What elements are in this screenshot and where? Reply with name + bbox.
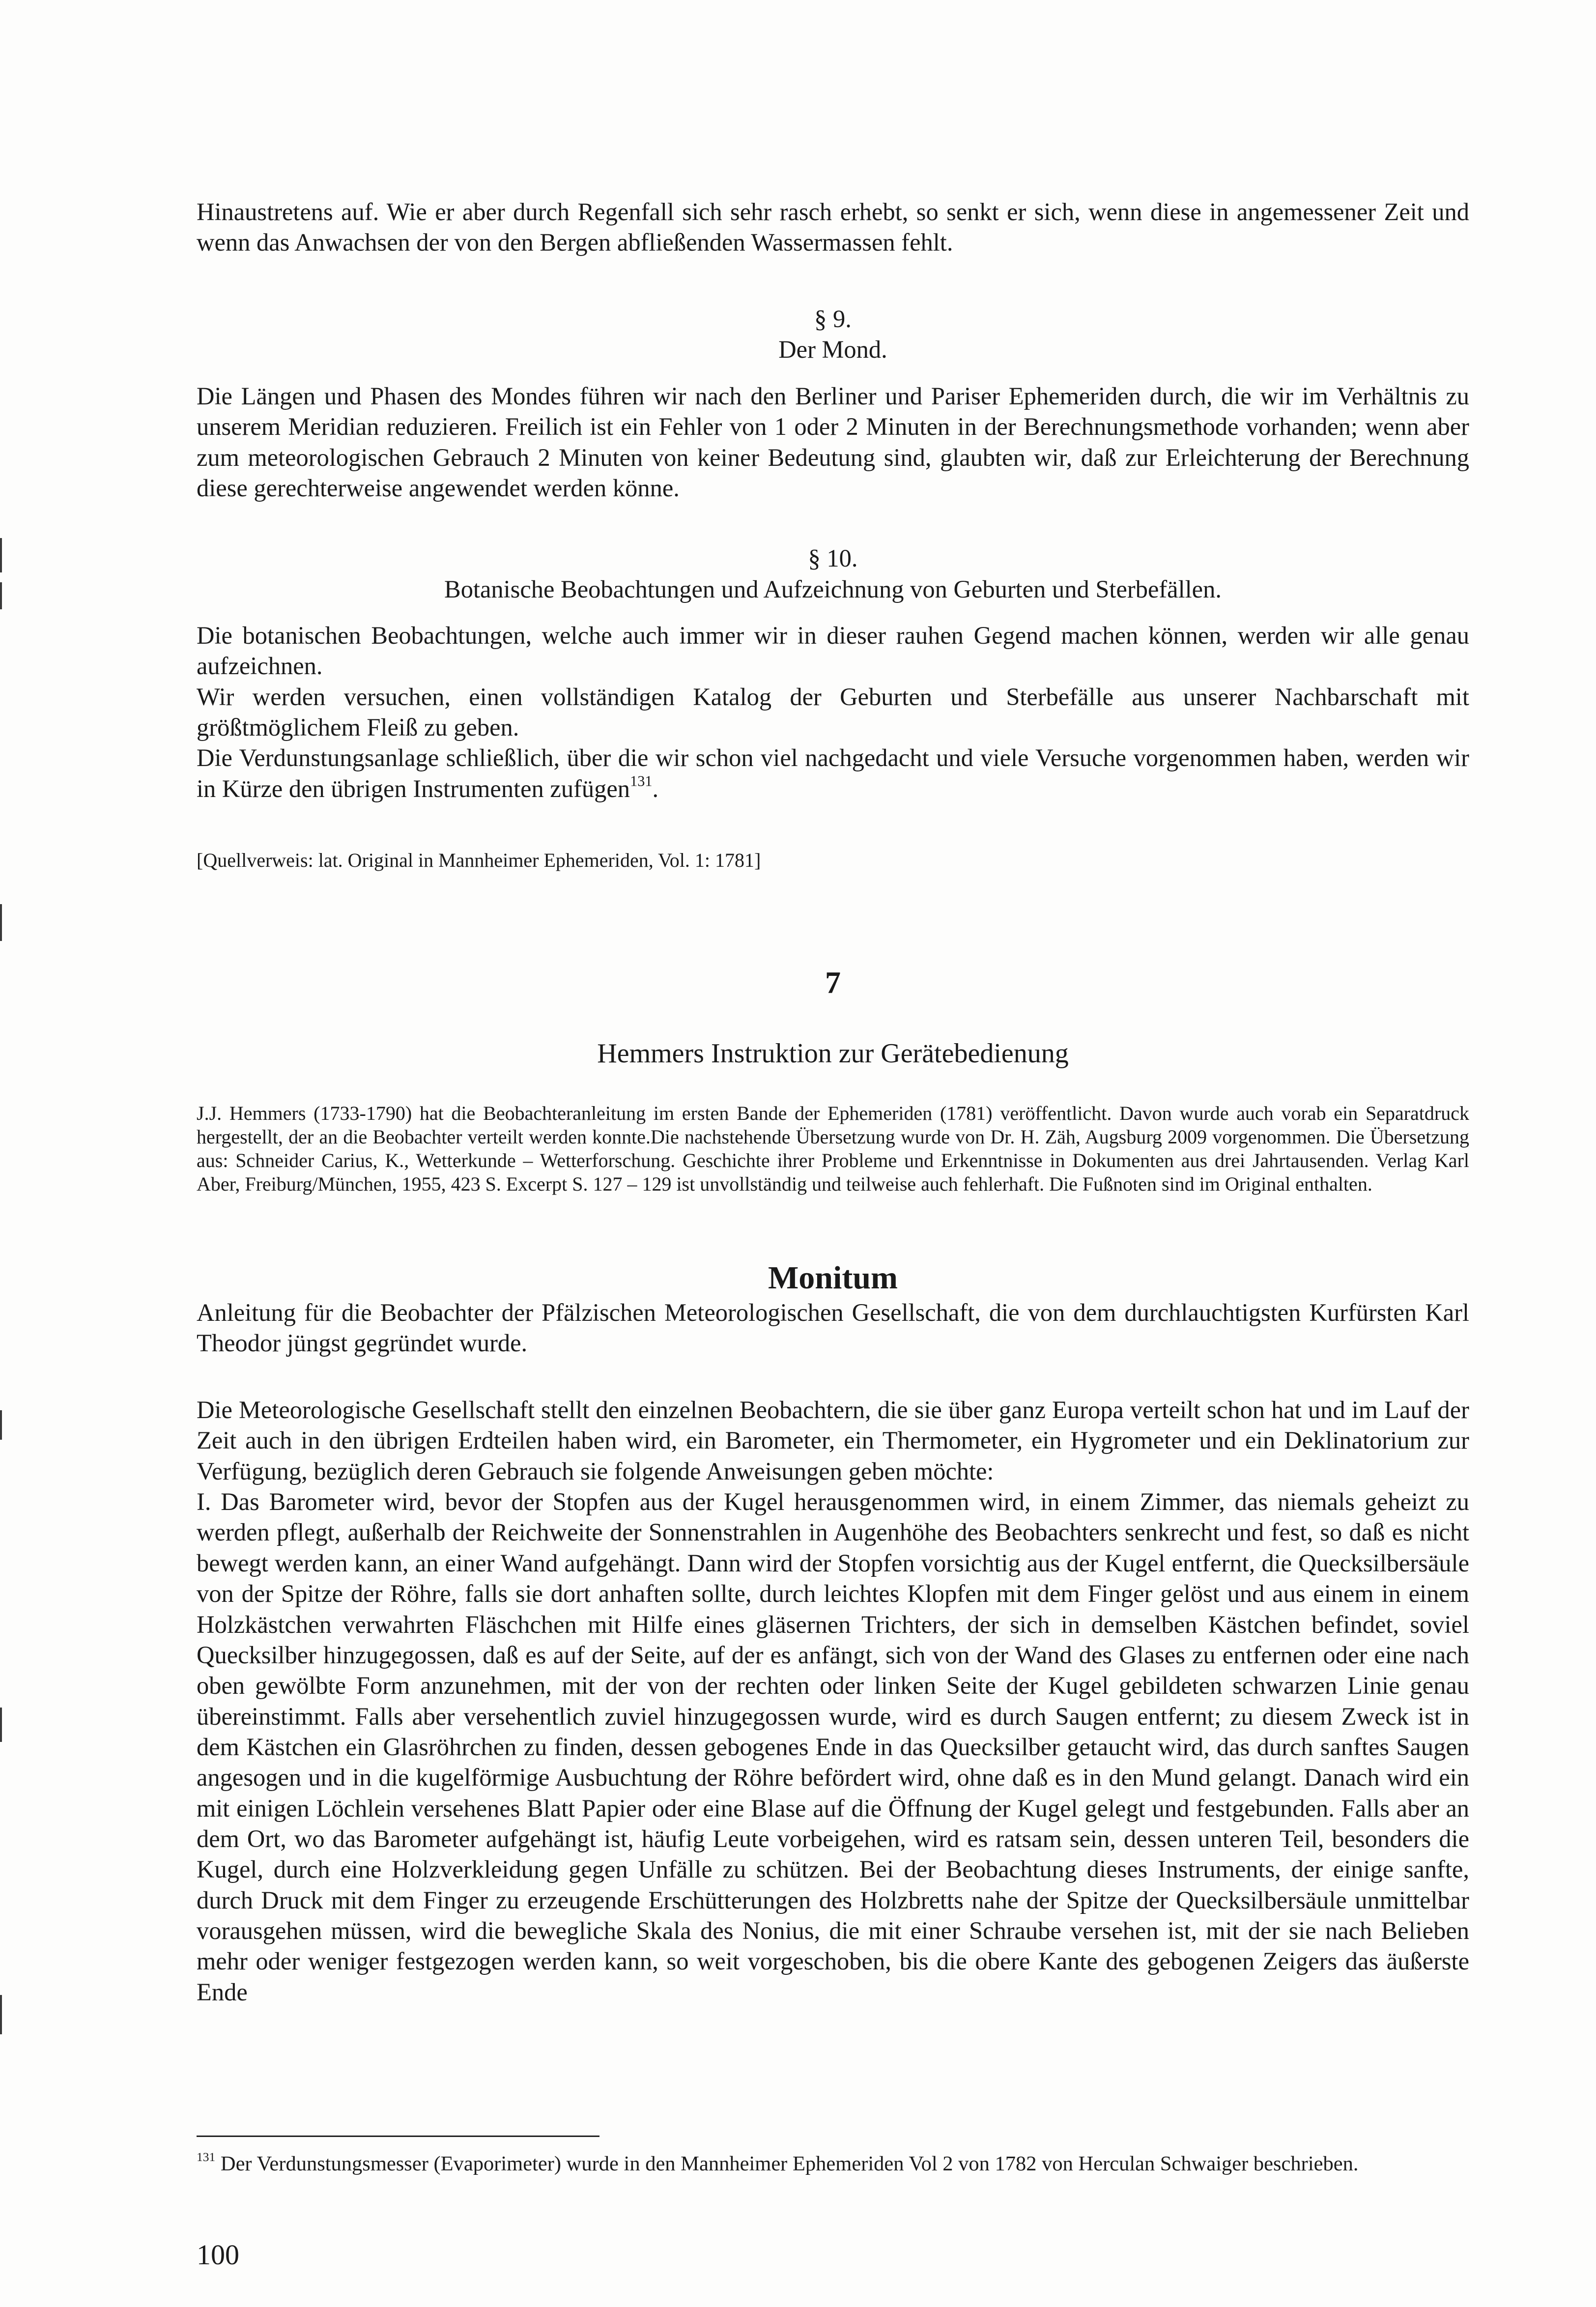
- section-10-number: § 10.: [808, 544, 858, 572]
- section-10-body: [197, 620, 1469, 804]
- paragraph-text: Die botanischen Beobachtungen, welche auch immer wir in dieser rauhen Gegend machen können, werden wir alle genau aufzeichnen.: [197, 622, 1469, 680]
- footnote: [197, 2151, 1469, 2177]
- scan-edge-mark: [0, 1410, 2, 1440]
- section-10-title: Botanische Beobachtungen und Aufzeichnung von Geburten und Sterbefällen.: [444, 575, 1222, 603]
- footnote-number: 131: [197, 2149, 216, 2164]
- section-9-number: § 9.: [814, 305, 852, 333]
- section-9-paragraph: [197, 381, 1469, 503]
- scan-edge-mark: [0, 904, 2, 941]
- scan-edge-mark: [0, 1995, 2, 2034]
- source-note: [Quellverweis: lat. Original in Mannheimer Ephemeriden, Vol. 1: 1781]: [197, 849, 761, 871]
- paragraph-end: .: [652, 774, 659, 802]
- scan-edge-mark: [0, 538, 2, 572]
- paragraph-text-run: Die Verdunstungsanlage schließlich, über die wir schon viel nachgedacht und viele Versuche vorgenommen haben, werden wir in Kürze den übrigen Instrumenten zufügen: [197, 744, 1469, 802]
- monitum-heading: Monitum: [768, 1260, 898, 1296]
- paragraph-text: [197, 742, 1469, 804]
- chapter-number: 7: [825, 965, 841, 1000]
- monitum-subtitle: [197, 1297, 1469, 1359]
- paragraph-text: Anleitung für die Beobachter der Pfälzischen Meteorologischen Gesellschaft, die von dem durchlauchtigsten Kurfürsten Karl Theodor jüngst gegründet wurde.: [197, 1299, 1469, 1357]
- footnote-text: Der Verdunstungsmesser (Evaporimeter) wurde in den Mannheimer Ephemeriden Vol 2 von 1782 von Herculan Schwaiger beschrieben.: [215, 2152, 1359, 2175]
- page-number: 100: [197, 2239, 239, 2271]
- chapter-title: Hemmers Instruktion zur Gerätebedienung: [597, 1038, 1069, 1069]
- paragraph-text: Hinaustretens auf. Wie er aber durch Regenfall sich sehr rasch erhebt, so senkt er sich, wenn diese in angemessener Zeit und wenn das Anwachsen der von den Bergen abfließenden Wassermassen fehlt.: [197, 198, 1469, 256]
- footnote-separator: [197, 2136, 599, 2137]
- scan-edge-mark: [0, 582, 2, 609]
- footnote-reference[interactable]: 131: [630, 772, 653, 790]
- continuation-paragraph: [197, 197, 1469, 258]
- section-9-title: Der Mond.: [778, 336, 887, 363]
- monitum-body: [197, 1395, 1469, 2007]
- chapter-intro: J.J. Hemmers (1733-1790) hat die Beobachteranleitung im ersten Bande der Ephemeriden (1781) veröffentlicht. Davon wurde auch vorab ein Separatdruck hergestellt, der an die Beobachter verteilt werden konnte.Die nachstehende Übersetzung wurde von Dr. H. Zäh, Augsburg 2009 vorgenommen. Die Übersetzung aus: Schneider Carius, K., Wetterkunde – Wetterforschung. Geschichte ihrer Probleme und Erkenntnisse in Dokumenten aus drei Jahrtausenden. Verlag Karl Aber, Freiburg/München, 1955, 423 S. Excerpt S. 127 – 129 ist unvollständig und teilweise auch fehlerhaft. Die Fußnoten sind im Original enthalten.: [197, 1102, 1469, 1195]
- scan-edge-mark: [0, 1708, 2, 1742]
- paragraph-text: Die Meteorologische Gesellschaft stellt den einzelnen Beobachtern, die sie über ganz Europa verteilt schon hat und im Lauf der Zeit auch in den übrigen Erdteilen haben wird, ein Barometer, ein Thermometer, ein Hygrometer und ein Deklinatorium zur Verfügung, bezüglich deren Gebrauch sie folgende Anweisungen geben möchte:: [197, 1396, 1469, 1485]
- paragraph-text: Die Längen und Phasen des Mondes führen wir nach den Berliner und Pariser Ephemeriden durch, die wir im Verhältnis zu unserem Meridian reduzieren. Freilich ist ein Fehler von 1 oder 2 Minuten in der Berechnungsmethode vorhanden; wenn aber zum meteorologischen Gebrauch 2 Minuten von keiner Bedeutung sind, glaubten wir, daß zur Erleichterung der Berechnung diese gerechterweise angewendet werden könne.: [197, 382, 1469, 502]
- paragraph-text: Wir werden versuchen, einen vollständigen Katalog der Geburten und Sterbefälle aus unserer Nachbarschaft mit größtmöglichem Fleiß zu geben.: [197, 683, 1469, 741]
- paragraph-text: I. Das Barometer wird, bevor der Stopfen aus der Kugel herausgenommen wird, in einem Zimmer, das niemals geheizt zu werden pflegt, außerhalb der Reichweite der Sonnenstrahlen in Augenhöhe des Beobachters senkrecht und fest, so daß es nicht bewegt werden kann, an einer Wand aufgehängt. Dann wird der Stopfen vorsichtig aus der Kugel entfernt, die Quecksilbersäule von der Spitze der Röhre, falls sie dort anhaften sollte, durch leichtes Klopfen mit dem Finger gelöst und aus einem in einem Holzkästchen verwahrten Fläschchen mit Hilfe eines gläsernen Trichters, der sich in demselben Kästchen befindet, soviel Quecksilber hinzugegossen, daß es auf der Seite, auf der es anfängt, sich von der Wand des Glases zu entfernen oder eine nach oben gewölbte Form anzunehmen, mit der von der rechten oder linken Seite der Kugel gebildeten schwarzen Linie genau übereinstimmt. Falls aber versehentlich zuviel hinzugegossen wurde, wird es durch Saugen entfernt; zu diesem Zweck ist in dem Kästchen ein Glasröhrchen zu finden, dessen gebogenes Ende in das Quecksilber getaucht wird, das durch sanftes Saugen angesogen und in die kugelförmige Ausbuchtung der Röhre befördert wird, ohne daß es in den Mund gelangt. Danach wird ein mit einigen Löchlein versehenes Blatt Papier oder eine Blase auf die Öffnung der Kugel gelegt und festgebunden. Falls aber an dem Ort, wo das Barometer aufgehängt ist, häufig Leute vorbeigehen, wird es ratsam sein, dessen unteren Teil, besonders die Kugel, durch eine Holzverkleidung gegen Unfälle zu schützen. Bei der Beobachtung dieses Instruments, der einige sanfte, durch Druck mit dem Finger zu erzeugende Erschütterungen des Holzbretts nahe der Spitze der Quecksilbersäule unmittelbar vorausgehen müssen, wird die bewegliche Skala des Nonius, die mit einer Schraube versehen ist, mit der sie nach Belieben mehr oder weniger festgezogen werden kann, so weit vorgeschoben, bis die obere Kante des gebogenen Zeigers das äußerste Ende: [197, 1488, 1469, 2006]
